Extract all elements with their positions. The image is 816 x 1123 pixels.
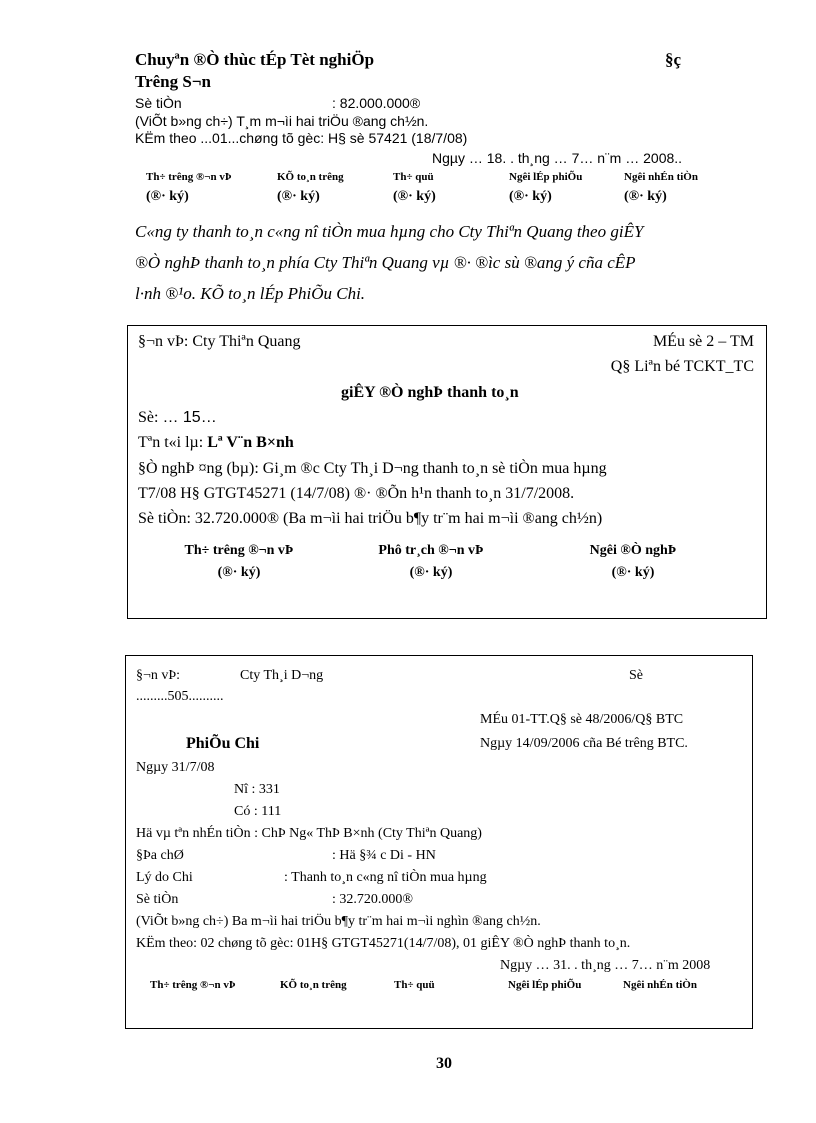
signature-note: (®· ký): [611, 565, 655, 580]
request-text-continued: T7/08 H§ GTGT45271 (14/7/08) ®· ®Õn h¹n thanh to¸n 31/7/2008.: [138, 485, 575, 502]
payment-voucher-form: [125, 655, 753, 1029]
requester-label: Tªn t«i lµ:: [138, 434, 208, 451]
signature-note: (®· ký): [409, 565, 453, 580]
narrative-paragraph: [135, 216, 755, 309]
signature-role: Th÷ quü: [394, 979, 435, 991]
signature-role: Phô tr¸ch ®¬n vÞ: [378, 543, 484, 558]
voucher-sign-date: Ngµy … 31. . th¸ng … 7… n¨m 2008: [500, 958, 711, 973]
signature-block: [509, 171, 624, 205]
voucher-amount-value: : 32.720.000®: [332, 892, 414, 907]
signature-note: (®· ký): [277, 189, 320, 204]
page-number: 30: [436, 1055, 452, 1072]
requester-name: Lª V¨n B×nh: [207, 434, 294, 451]
signature-block: [356, 543, 506, 581]
receipt-date: Ngµy … 18. . th¸ng … 7… n¨m … 2008..: [432, 150, 683, 166]
amount-in-words: (ViÕt b»ng ch÷) T¸m m¬ìi hai triÖu ®ang ch½n.: [135, 113, 429, 129]
payment-request-form: [127, 325, 767, 619]
request-number: [138, 409, 217, 427]
request-amount: Sè tiÒn: 32.720.000® (Ba m¬ìi hai triÖu b¶y tr¨m hai m¬ìi ®ang ch½n): [138, 510, 603, 527]
signature-role: KÕ to¸n trêng: [280, 979, 347, 991]
voucher-form-ref: MÉu 01-TT.Q§ sè 48/2006/Q§ BTC: [480, 712, 684, 727]
signature-note: (®· ký): [217, 565, 261, 580]
credit-account: Có : 111: [234, 804, 282, 819]
signature-role: Th÷ trêng ®¬n vÞ: [150, 979, 236, 991]
voucher-unit-value: Cty Th¸i D¬ng: [240, 668, 324, 683]
request-number-value: … 15…: [162, 409, 217, 426]
voucher-unit-label: §¬n vÞ:: [136, 668, 181, 683]
signature-role: Ngêi nhÉn tiÒn: [623, 979, 697, 991]
signature-role: Ngêi ®Ò nghÞ: [589, 543, 677, 558]
unit-name: §¬n vÞ: Cty Thiªn Quang: [138, 333, 301, 350]
signature-note: (®· ký): [146, 189, 189, 204]
payee-value: : ChÞ Ng« ThÞ B×nh (Cty Thiªn Quang): [254, 826, 482, 841]
page-header-subtitle: Trêng S¬n: [135, 72, 211, 91]
voucher-date: Ngµy 31/7/08: [136, 760, 215, 775]
narrative-line: ®Ò nghÞ thanh to¸n phía Cty Thiªn Quang vµ ®· ®ìc sù ®ang ý cña cÊP: [135, 253, 636, 272]
signature-note: (®· ký): [393, 189, 436, 204]
signature-note: (®· ký): [509, 189, 552, 204]
request-text: §Ò nghÞ ¤ng (bµ): Gi¸m ®c Cty Th¸i D¬ng thanh to¸n sè tiÒn mua hµng: [138, 460, 607, 477]
signature-block: [568, 543, 698, 581]
request-number-label: Sè:: [138, 409, 163, 426]
signature-block: [624, 171, 734, 205]
page-header-title: Chuyªn ®Ò thùc tÉp Tèt nghiÖp: [135, 50, 375, 69]
signature-role: Ngêi lÉp phiÕu: [508, 979, 582, 991]
decision-ref: Q§ Liªn bé TCKT_TC: [610, 358, 754, 375]
payee-row: [136, 826, 482, 842]
signature-note: (®· ký): [624, 189, 667, 204]
signature-role: Th÷ trêng ®¬n vÞ: [146, 171, 232, 183]
requester: [138, 434, 294, 452]
signature-role: Ngêi lÉp phiÕu: [509, 171, 583, 183]
address-label: §Þa chØ: [136, 848, 184, 863]
amount-value: : 82.000.000®: [332, 95, 421, 111]
address-value: : Hä §¾ c Di - HN: [332, 848, 436, 863]
narrative-line: C«ng ty thanh to¸n c«ng nî tiÒn mua hµng cho Cty Thiªn Quang theo giÊY: [135, 222, 644, 241]
voucher-no-value: .........505..........: [136, 689, 224, 704]
signature-block: [174, 543, 304, 581]
signature-role: Th÷ trêng ®¬n vÞ: [184, 543, 294, 558]
signature-block: [146, 171, 277, 205]
reason-label: Lý do Chi: [136, 870, 193, 885]
narrative-line: l·nh ®¹o. KÕ to¸n lÉp PhiÕu Chi.: [135, 284, 366, 303]
voucher-no-label: Sè: [629, 668, 643, 683]
amount-label: Sè tiÒn: [135, 95, 182, 111]
signature-role: Th÷ quü: [393, 171, 434, 183]
signature-role: KÕ to¸n trêng: [277, 171, 344, 183]
form-number: MÉu sè 2 – TM: [652, 333, 754, 350]
attached-documents: KËm theo ...01...chøng tõ gèc: H§ sè 57421 (18/7/08): [135, 130, 468, 146]
debit-account: Nî : 331: [234, 782, 280, 797]
payee-label: Hä vµ tªn nhÉn tiÒn: [136, 826, 251, 841]
page-header-right: §ç: [665, 50, 682, 69]
signature-block: [393, 171, 509, 205]
signature-row: [146, 171, 734, 205]
voucher-title: PhiÕu Chi: [186, 735, 260, 752]
signature-block: [277, 171, 393, 205]
form-title: giÊY ®Ò nghÞ thanh to¸n: [341, 384, 519, 401]
voucher-attached: KËm theo: 02 chøng tõ gèc: 01H§ GTGT45271(14/7/08), 01 giÊY ®Ò nghÞ thanh to¸n.: [136, 936, 631, 951]
voucher-form-date: Ngµy 14/09/2006 cña Bé trêng BTC.: [480, 736, 688, 751]
reason-value: : Thanh to¸n c«ng nî tiÒn mua hµng: [284, 870, 487, 885]
signature-role: Ngêi nhÉn tiÒn: [624, 171, 698, 183]
voucher-amount-in-words: (ViÕt b»ng ch÷) Ba m¬ìi hai triÖu b¶y tr¨m hai m¬ìi nghìn ®ang ch½n.: [136, 914, 541, 929]
voucher-amount-label: Sè tiÒn: [136, 892, 179, 907]
